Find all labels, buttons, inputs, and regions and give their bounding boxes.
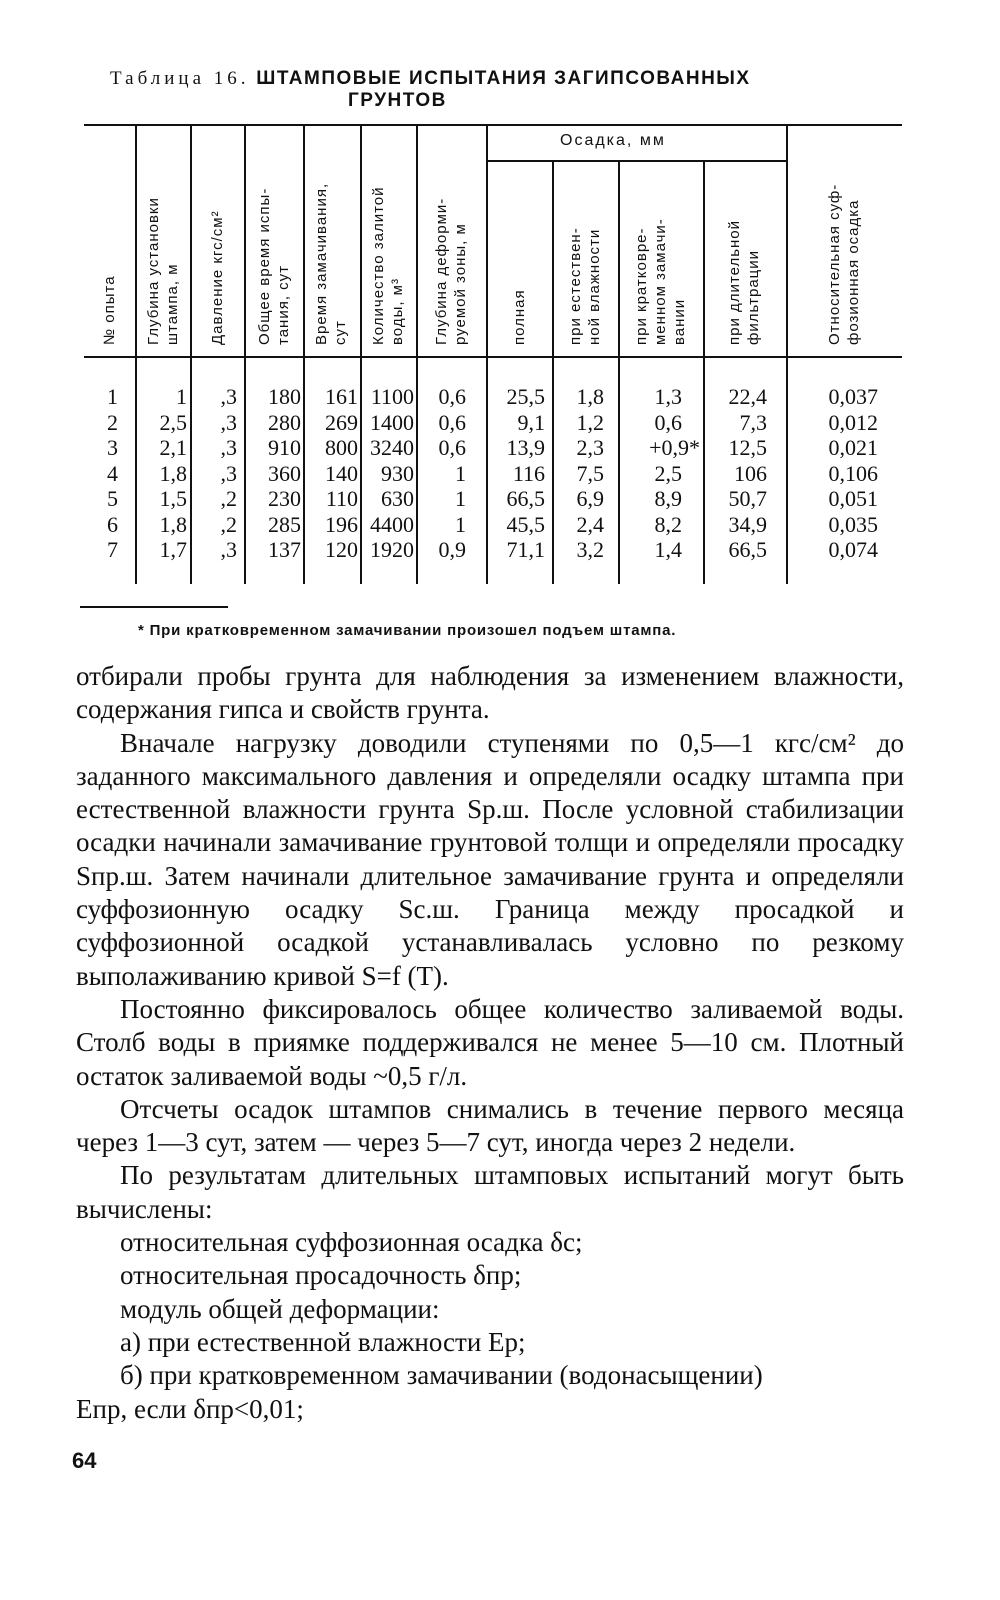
paragraph: Отсчеты осадок штампов снимались в течение первого месяца через 1—3 сут, затем — через 5—7 сут, иногда через 2 недели. [76,1093,904,1158]
header-pressure: Давление кгс/см² [209,210,226,345]
table-caption-lead: Таблица 16. [110,68,250,89]
table-cell: 6,9 [576,486,604,511]
list-item-continuation: Епр, если δпр<0,01; [76,1393,304,1424]
body-text [76,660,904,1426]
table-cell: 161 [325,384,358,409]
table-cell: 3240 [370,435,414,460]
table-cell: 4 [107,460,118,486]
table-cell: 285 [268,511,301,537]
header-short: при кратковре- менном замачи- вании [633,218,688,345]
header-def-zone: Глубина деформи- руемой зоны, м [433,197,469,345]
table-cell: 3 [107,435,118,460]
table-cell: 1,8 [576,384,604,409]
table-cell: 0,6 [654,409,682,435]
table-cell: ,2 [220,511,237,537]
table-cell: 66,5 [506,486,545,511]
table-cell: 8,9 [654,486,682,511]
list-item: б) при кратковременном замачивании (водонасыщении) [120,1360,763,1391]
table-cell: 4400 [370,511,414,537]
table-cell: 0,6 [438,409,466,435]
table-cell: 25,5 [506,384,545,409]
table-cell: 1400 [370,409,414,435]
header-depth: Глубина установки штампа, м [145,197,181,345]
table-cell: 13,9 [506,435,545,460]
table-cell: 1,5 [159,486,187,511]
table-cell: 1,8 [159,511,187,537]
column-total-time [246,384,301,563]
table-cell: 12,5 [728,435,767,460]
table-cell: 137 [268,537,301,562]
table-cell: ,2 [220,486,237,511]
footnote: * При кратковременном замачивании произошел подъем штампа. [138,622,677,639]
header-full: полная [511,289,528,345]
column-short [620,384,700,563]
column-num [86,384,118,563]
table-cell: 2,5 [159,409,187,435]
table-header-rule [84,356,902,358]
table-cell: ,3 [220,384,237,409]
table-caption-title-line2: ГРУНТОВ [348,90,447,111]
table-cell: 1 [455,486,466,511]
header-long: при длительной фильтрации [726,219,762,345]
table-cell: 0,9 [438,537,466,562]
table-top-rule [84,124,902,126]
table-cell: 1 [455,460,466,486]
table-cell: 1,8 [159,460,187,486]
column-long [705,384,767,563]
table-cell: ,3 [220,435,237,460]
table-cell: 1,2 [576,409,604,435]
table-cell: 106 [734,460,767,486]
table-cell: ,3 [220,460,237,486]
table-cell: 116 [512,460,545,486]
table-cell: 140 [325,460,358,486]
table-cell: 2,3 [576,435,604,460]
table-cell: 0,012 [828,409,878,435]
paragraph: По результатам длительных штамповых испытаний могут быть вычислены: [76,1160,904,1224]
paragraph: отбирали пробы грунта для наблюдения за изменением влажности, содержания гипса и свойств грунта. [76,661,904,725]
list-item: относительная суффозионная осадка δс; [120,1227,583,1258]
table-cell: 2,5 [654,460,682,486]
table-cell: 120 [325,537,358,562]
table-cell: 1 [455,511,466,537]
table-cell: 2,1 [159,435,187,460]
column-def-zone [418,384,466,563]
table-cell: 50,7 [728,486,767,511]
footnote-rule [80,606,228,608]
list-item: модуль общей деформации: [120,1293,440,1324]
column-soak-time [305,384,358,563]
column-pressure [192,384,237,563]
table-cell: 2 [107,409,118,435]
header-rel: Относительная суф- фозионная осадка [826,183,862,345]
table-cell: 7,5 [576,460,604,486]
header-soak-time: Время замачивания, сут [313,182,349,345]
table-cell: 180 [268,384,301,409]
table-cell: 22,4 [728,384,767,409]
table-cell: 45,5 [506,511,545,537]
table-cell: 6 [107,511,118,537]
table-cell: 1,3 [654,384,682,409]
column-depth [137,384,187,563]
table-cell: 7,3 [739,409,767,435]
table-cell: 0,074 [828,537,878,562]
table-cell: ,3 [220,409,237,435]
table-cell: 71,1 [506,537,545,562]
table-cell: 1,7 [159,537,187,562]
table-cell: 269 [325,409,358,435]
table-cell: 2,4 [576,511,604,537]
table-cell: 230 [268,486,301,511]
table-cell: 8,2 [654,511,682,537]
table-cell: 280 [268,409,301,435]
paragraph: Вначале нагрузку доводили ступенями по 0,5—1 кгс/см² до заданного максимального давления и определяли осадку штампа при естественной влажности грунта Sр.ш. После условной стабилизации осадки начинали замачивание грунтовой толщи и определяли просадку Sпр.ш. Затем начинали длительное замачивание грунта и определяли суффозионную осадку Sс.ш. Граница между просадкой и суффозионной осадкой устанавливалась условно по резкому выполаживанию кривой S=f (T). [76,727,904,991]
table-cell: 7 [107,537,118,562]
header-osadka-group: Осадка, мм [560,132,666,149]
header-natural: при естествен- ной влажности [567,227,603,345]
table-cell: 5 [107,486,118,511]
paragraph: Постоянно фиксировалось общее количество заливаемой воды. Столб воды в приямке поддерживался не менее 5—10 см. Плотный остаток заливаемой воды ~0,5 г/л. [76,993,904,1091]
table-cell: 9,1 [517,409,545,435]
list-item: относительная просадочность δпр; [120,1260,522,1291]
column-full [488,384,545,563]
table-cell: 196 [325,511,358,537]
table-cell: 110 [325,486,358,511]
column-water [362,384,414,563]
table-cell: 800 [325,435,358,460]
table-cell: 66,5 [728,537,767,562]
list-item: а) при естественной влажности Ер; [120,1326,526,1357]
column-rel [788,384,878,563]
table-cell: 0,6 [438,435,466,460]
column-natural [554,384,604,563]
table-cell: 0,051 [828,486,878,511]
table-cell: 0,106 [828,460,878,486]
header-num: № опыта [101,275,118,345]
table-cell: 630 [381,486,414,511]
table-caption [110,68,910,112]
table-cell: 1,4 [654,537,682,562]
table-caption-title: ШТАМПОВЫЕ ИСПЫТАНИЯ ЗАГИПСОВАННЫХ [256,68,751,89]
table-cell: ,3 [220,537,237,562]
header-water: Количество залитой воды, м³ [370,186,406,345]
table-cell: 1920 [370,537,414,562]
osadka-group-rule [486,160,786,162]
table-cell: 910 [268,435,301,460]
table-cell: 1100 [370,384,414,409]
table-cell: 0,035 [828,511,878,537]
table-cell: 3,2 [576,537,604,562]
table-cell: 0,037 [828,384,878,409]
table-cell: +0,9* [649,435,700,460]
header-total-time: Общее время испы- тания, сут [256,187,292,345]
page-number: 64 [72,1448,97,1473]
table-cell: 34,9 [728,511,767,537]
table-cell: 1 [107,384,118,409]
table-cell: 360 [268,460,301,486]
table-cell: 1 [176,384,187,409]
table-cell: 930 [381,460,414,486]
table-cell: 0,021 [828,435,878,460]
table-cell: 0,6 [438,384,466,409]
